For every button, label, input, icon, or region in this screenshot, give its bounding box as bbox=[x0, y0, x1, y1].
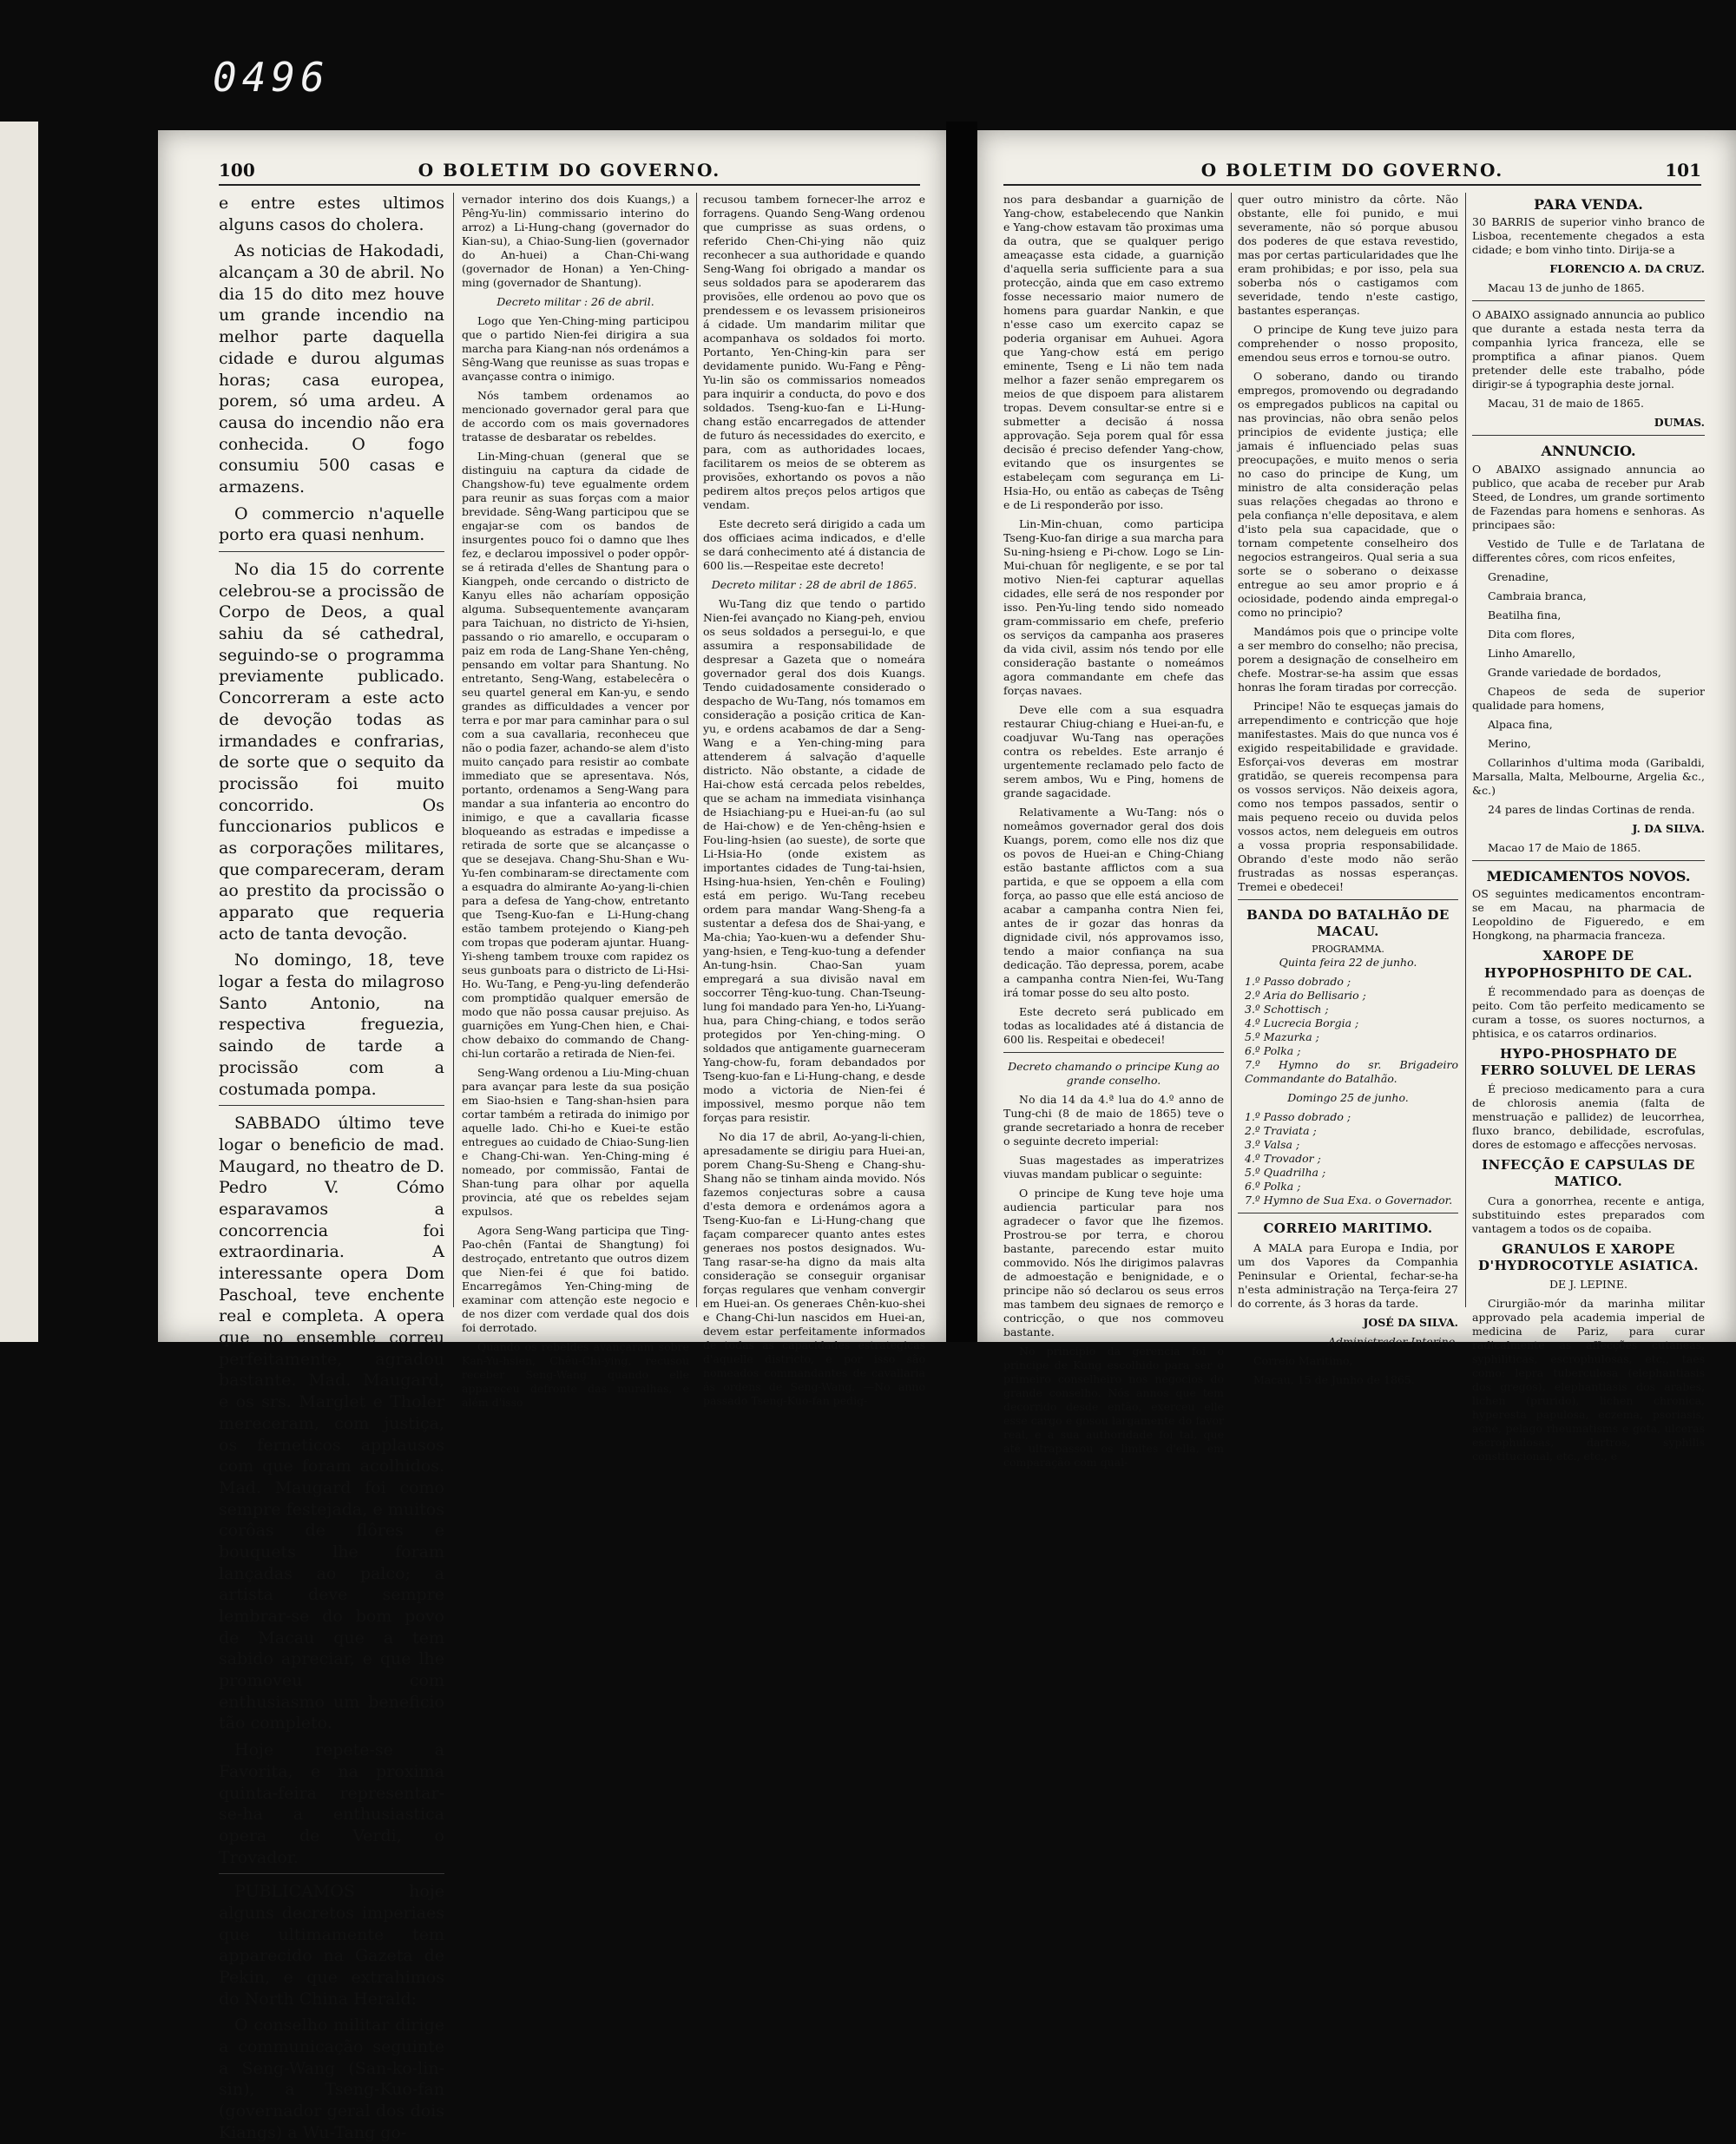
paragraph: O principe de Kung teve juizo para comprehender o nosso proposito, emendou seus erros e tornou-se outro. bbox=[1238, 323, 1458, 364]
paragraph: As noticias de Hakodadi, alcançam a 30 de abril. No dia 15 do dito mez houve um grande incendio na melhor parte daquella cidade e durou algumas horas; casa europea, porem, só uma ardeu. A causa do incendio não era conhecida. O fogo consumiu 500 casas e armazens. bbox=[219, 241, 444, 497]
list-item: 3.º Valsa ; bbox=[1245, 1138, 1300, 1152]
right-column-1 bbox=[1003, 193, 1224, 1469]
left-column-2 bbox=[462, 193, 689, 1409]
paragraph: Este decreto será dirigido a cada um dos officiaes acima indicados, e d'elle se dará conhecimento até á distancia de 600 lis.—Respeitae este decreto! bbox=[703, 517, 925, 572]
signature: JOSÉ DA SILVA. bbox=[1363, 1315, 1458, 1329]
list-item: Vestido de Tulle e de Tarlatana de differentes côres, com ricos enfeites, bbox=[1472, 536, 1705, 564]
microfilm-frame-number: 0496 bbox=[213, 54, 330, 101]
list-item: Collarinhos d'ultima moda (Garibaldi, Marsalla, Malta, Melbourne, Argelia &c., &c.) bbox=[1472, 755, 1705, 797]
product-author: DE J. LEPINE. bbox=[1549, 1277, 1628, 1291]
date-line: Macau, 15 de Junho de 1865. bbox=[1253, 1372, 1415, 1386]
list-item: Dita com flores, bbox=[1488, 627, 1575, 641]
paragraph: SABBADO último teve logar o beneficio de mad. Maugard, no theatro de D. Pedro V. Cómo esparavamos a concorrencia foi extraordinaria. A interessante opera Dom Paschoal, teve enchente real e completa. A opera que no ensemble correu perfeitamente, agradou bastante. Mad. Maugard, e os srs. Marglet e Tholer mereceram, com justiça, os ferneticos applausos com que foram acolhidos. Mad. Maugard foi como sempre festejada, e muitos corôas de flôres e bouquets lhe foram lançadas ao palco; a artista deve sempre lembrar-se do bom povo de Macau que a tem sabido apreciar, e que lhe promoveu com enthusiasmo um beneficio tão completo. bbox=[219, 1114, 444, 1733]
paragraph: O ABAIXO assignado annuncia ao publico que durante a estada nesta terra da companhia lyrica franceza, elle se promptifica a afinar pianos. Quem pretender delle este trabalho, póde dirigir-se á typographia deste jornal. bbox=[1472, 308, 1705, 391]
paragraph: O soberano, dando ou tirando empregos, promovendo ou degradando os empregados publicos na capital ou nas provincias, não obra senão pelos principios de evidente justiça; elle jamais é influenciado pelas suas preocupações, e muito menos o seria no caso do principe de Kung, um ministro de alta consideração pelas suas relações chegadas ao throno e pela confiança n'elle depositava, e alem d'isto pela sua capacidade, que o tornam competente conselheiro dos negocios estrangeiros. Qual seria a sua sorte se o soberano o deixasse entregue ao seu amor proprio e á ociosidade, podendo ainda empregal-o como no principio? bbox=[1238, 370, 1458, 619]
paragraph: Cura a gonorrhea, recente e antiga, substituindo estes preparados com vantagem a todos os de copaiba. bbox=[1472, 1194, 1705, 1235]
paragraph: O conselho militar dirige a communicação seguinte a Seng-Wang (San-ko-lin-sin), a Tseng-Kuo-fan (governador geral dos dois Kiangs) a Wu-Tang go- bbox=[219, 2016, 444, 2142]
paragraph: Deve elle com a sua esquadra restaurar Chiug-chiang e Huei-an-fu, e coadjuvar Wu-Tang nas operações contra os rebeldes. Este arranjo é urgentemente reclamado pelo facto de serem ambos, Wu e Ping, homens de grande sagacidade. bbox=[1003, 703, 1224, 799]
decree-title: Decreto militar : 28 de abril de 1865. bbox=[711, 578, 917, 591]
paragraph: Agora Seng-Wang participa que Ting-Pao-chên (Fantai de Shangtung) foi destroçado, entretanto que outros dizem que Nien-fei é que foi batido. Encarregâmos Yen-Ching-ming de examinar com attenção este negocio e de nos dizer com verdade qual dos dois foi derrotado. bbox=[462, 1224, 689, 1334]
signature: FLORENCIO A. DA CRUZ. bbox=[1549, 262, 1705, 276]
paragraph: O ABAIXO assignado annuncia ao publico, que acaba de receber pur Arab Steed, de Londres, um grande sortimento de Fazendas para homens e senhoras. As principaes são: bbox=[1472, 462, 1705, 531]
paragraph: Cirurgião-mór da marinha militar approvado pela academia imperial de medicina de Pariz, para curar radicalmente as affecções cutaneas, syphiliticas, escrophulosas, etc., taes como: lepra tuberculosa (elephantiasis dos gregos), elephantiasis dos arabes, lichen (prurido), lichen chronica, hyperesta papulosa, eczema, psoriasis, acné, pelago rheumatisms e gota, ulceras escrophulosas, dartros, syphilis constitucional, etc., etc., e bbox=[1472, 1296, 1705, 1463]
divider bbox=[219, 551, 444, 552]
paragraph: Principe! Não te esqueças jamais do arrependimento e contricção que hoje manifestastes. Mais do que nunca vos é exigido respeitabilidade e gravidade. Esforçai-vos deveras em mostrar gratidão, se quereis recompensa para os vossos serviços. Não deixeis agora, como nos tempos passados, sentir o mais pequeno receio ou duvida pelos vossos actos, nem delegueis em outros a vossa propria responsabilidade. Obrando d'este modo não serão frustradas as nossas esperanças. Tremei e obedecei! bbox=[1238, 700, 1458, 893]
column-rule bbox=[453, 193, 454, 1307]
list-item: Grenadine, bbox=[1488, 569, 1549, 583]
left-column-1 bbox=[219, 193, 444, 2142]
list-item: Merino, bbox=[1488, 736, 1531, 750]
list-item: 4.º Lucrecia Borgia ; bbox=[1245, 1016, 1359, 1030]
list-item: 2.º Aria do Bellisario ; bbox=[1245, 989, 1366, 1003]
paragraph: PUBLICAMOS hoje alguns decretos imperiaes que ultimamente tem apparecido na Gazeta de Pekin, e que extrahimos do North China Herald: bbox=[219, 1882, 444, 2009]
paragraph: nos para desbandar a guarnição de Yang-chow, estabelecendo que Nankin e Yang-chow estavam tão proximas uma da outra, que se qualquer perigo ameaçasse esta cidade, a guarnição d'aquella seria sufficiente para a sua protecção, ainda que em caso extremo fosse necessario maior numero de homens para guardar Nankin, e que n'esse caso um exercito capaz se poderia organisar em Auhuei. Agora que Yang-chow está em perigo eminente, Tseng e Li não tem nada melhor a fazer senão empregarem os meios de que dispoem para alistarem tropas. Devem consultar-se entre si e submetter a decisão á nossa approvação. Seja porem qual fôr essa decisão é preciso defender Yang-chow, evitando que os insurgentes se estabeleçam com segurança em Li-Hsia-Ho, ou então as cabeças de Tsêng e de Li responderão por isso. bbox=[1003, 193, 1224, 511]
paragraph: A MALA para Europa e India, por um dos Vapores da Companhia Peninsular e Oriental, fechar-se-ha n'esta administração na Terça-feira 27 do corrente, ás 3 horas da tarde. bbox=[1238, 1240, 1458, 1310]
list-item: Alpaca fina, bbox=[1488, 717, 1553, 731]
divider bbox=[1003, 1052, 1224, 1053]
divider bbox=[219, 1105, 444, 1106]
paragraph: No principio da gerencia foi o principe de Kung escolhido para ser o primeiro conselheiro nos negocios do grande conselho. Nós annos que tem decorrido desde então, exerceu elle esse cargo e gosou largamente do favor real, e a sua authoridade foi tal, que até ultrapassou os limites d'ella, em comparação com qual- bbox=[1003, 1345, 1224, 1469]
column-rule bbox=[696, 193, 697, 1307]
paragraph: Relativamente a Wu-Tang: nós o nomeâmos governador geral dos dois Kuangs, porem, como elle nos diz que os povos de Huei-an e Ching-Chiang estão bastante afflictos com a sua partida, e que se oppoem a ella com força, ao passo que elle está ancioso de acabar a campanha contra Nien fei, antes de ir gozar das honras da dignidade civil, nós approvamos isso, tendo a maior confiança na sua dedicação. Tão depressa, porem, acabe a campanha contra Nien-fei, Wu-Tang irá tomar posse do seu alto posto. bbox=[1003, 806, 1224, 999]
column-rule bbox=[1465, 193, 1466, 1307]
paragraph: vernador interino dos dois Kuangs,) a Pêng-Yu-lin) commissario interino do arroz) a Li-Hung-chang (governador do Kian-su), a Chiao-Sung-lien (governador do An-huei) a Chan-Chi-wang (governador de Honan) a Yen-Ching-ming (governador de Shantung). bbox=[462, 193, 689, 289]
list-item: 3.º Schottisch ; bbox=[1245, 1003, 1329, 1016]
product-title: INFECÇÃO E CAPSULAS DE MATICO. bbox=[1482, 1157, 1695, 1190]
list-item: Grande variedade de bordados, bbox=[1488, 665, 1661, 679]
divider bbox=[1472, 300, 1705, 301]
running-title: O BOLETIM DO GOVERNO. bbox=[418, 160, 721, 181]
page-number: 101 bbox=[1665, 160, 1701, 181]
mail-notice-title: CORREIO MARITIMO. bbox=[1263, 1220, 1433, 1237]
product-title: GRANULOS E XAROPE D'HYDROCOTYLE ASIATICA. bbox=[1478, 1240, 1699, 1273]
paragraph: recusou tambem fornecer-lhe arroz e forragens. Quando Seng-Wang ordenou que cumprisse as suas ordens, o referido Chen-Chi-ying não quiz reconhecer a sua authoridade e quando Seng-Wang foi obrigado a mandar os seus soldados para se apoderarem das provisões, elle ordenou ao povo que os prendessem e os levassem prisioneiros á cidade. Um mandarim militar que acompanhava os soldados foi morto. Portanto, Yen-Ching-kin para ser devidamente punido. Wu-Fang e Pêng-Yu-lin são os commissarios nomeados para inquirir a conducta, do povo e dos soldados. Tseng-kuo-fan e Li-Hung-chang estão encarregados de attender de futuro ás necessidades do exercito, e para, com as authoridades locaes, facilitarem os meios de se obterem as provisões, exhortando os povos a não pedirem altos preços pelos artigos que vendam. bbox=[703, 193, 925, 511]
adjacent-page-edge bbox=[0, 122, 38, 1342]
signature: DUMAS. bbox=[1654, 416, 1705, 430]
list-item: 2.º Traviata ; bbox=[1245, 1124, 1317, 1138]
list-item: 7.º Hymno de Sua Exa. o Governador. bbox=[1245, 1194, 1453, 1207]
page-header bbox=[219, 155, 920, 186]
band-programme-title: BANDA DO BATALHÃO DE MACAU. bbox=[1246, 907, 1450, 940]
divider bbox=[219, 1873, 444, 1874]
paragraph: No dia 17 de abril, Ao-yang-li-chien, apresadamente se dirigiu para Huei-an, porem Chang-Su-Sheng e Chang-shu-Shang não se tinham ainda movido. Nós fazemos conjecturas sobre a causa d'esta demora e ordenámos agora a Tseng-Kuo-fan e Li-Hung-chang que façam comparecer quanto antes estes generaes nos postos designados. Wu-Tang rasar-se-ha digno da mais alta consideração se conseguir organisar forças regulares que venham convergir em Huei-an. Os generaes Chên-kuo-shei e Chang-Chi-lun nascidos em Huei-an, devem estar perfeitamente informados de todas as capacidades estrategicas d'aquelle districto, e por isso são nomeados commandantes de cavallaria ás ordens de Seng-Wang. —No anno passado Tseng-Kuo-fan pedig- bbox=[703, 1130, 925, 1407]
programme-day: Domingo 25 de junho. bbox=[1287, 1091, 1409, 1105]
advertisement-title: ANNUNCIO. bbox=[1541, 443, 1636, 460]
right-column-2 bbox=[1238, 193, 1458, 1386]
paragraph: Logo que Yen-Ching-ming participou que o partido Nien-fei dirigira a sua marcha para Kiang-nan nós ordenámos a Sêng-Wang que reunisse as suas tropas e avançasse contra o inimigo. bbox=[462, 314, 689, 383]
divider bbox=[1472, 860, 1705, 861]
programme-label: PROGRAMMA. bbox=[1312, 944, 1384, 956]
paragraph: No domingo, 18, teve logar a festa do milagroso Santo Antonio, na respectiva freguezia, saindo de tarde a procissão com a costumada pompa. bbox=[219, 950, 444, 1099]
place-line: Correio Maritimo, bbox=[1253, 1353, 1353, 1367]
list-item: 4.º Trovador ; bbox=[1245, 1152, 1321, 1166]
list-item: Chapeos de seda de superior qualidade para homens, bbox=[1472, 684, 1705, 712]
decree-title: Decreto chamando o principe Kung ao grande conselho. bbox=[1008, 1060, 1220, 1087]
paragraph: e entre estes ultimos alguns casos do cholera. bbox=[219, 194, 444, 234]
running-title: O BOLETIM DO GOVERNO. bbox=[1200, 160, 1504, 181]
paragraph: Wu-Tang diz que tendo o partido Nien-fei avançado no Kiang-peh, enviou os seus soldados a persegui-lo, e que assumira a responsabilidade de despresar a Gazeta que o nomeára governador geral dos dois Kuangs. Tendo cuidadosamente considerado o despacho de Wu-Tang, nós tomamos em consideração a posição critica de Kan-yu, e ordens acabamos de dar a Seng-Wang e a Yen-ching-ming para attenderem á salvação d'aquelle districto. Não obstante, a cidade de Hai-chow está cercada pelos rebeldes, que se acham na immediata visinhança de Hsiachiang-pu e Huei-an-fu (ao sul de Hai-chow) e de Yen-chêng-hsien e Fou-ling-hsien (ao sueste), de sorte que Li-Hsia-Ho (onde existem as importantes cidades de Tung-tai-hsien, Hsing-hua-hsien, Yen-chên e Fouling) está em perigo. Wu-Tang recebeu ordem para mandar Wang-Sheng-fa a sustentar a defesa dos de Shai-yang, e Ma-chia; Yao-kuen-wu a defender Shu-yang-hsien, e Teng-kuo-tung a defender An-tung-hsin. Chao-San yuam empregará a sua divisão naval em soccorrer Têng-kuo-tung. Chan-Tseung-lung foi mandado para Yen-ho, Li-Yuang-hua, para Ching-chiang, e todos serão protegidos por Yen-ching-ming. O soldados que antigamente guarneceram Yang-chow-fu, foram debandados por Tseng-kuo-fan e Li-Hung-chang, e desde modo a victoria de Nien-fei é impossivel, mesmo porque não tem forças para resistir. bbox=[703, 597, 925, 1124]
paragraph: É recommendado para as doenças de peito. Com tão perfeito medicamento se curam a tosse, os suores nocturnos, a phtisica, e os catarros ordinarios. bbox=[1472, 984, 1705, 1040]
signature-role: Administrador Interino. bbox=[1328, 1334, 1458, 1348]
list-item: 1.º Passo dobrado ; bbox=[1245, 1110, 1351, 1124]
list-item: 5.º Mazurka ; bbox=[1245, 1030, 1319, 1044]
list-item: 24 pares de lindas Cortinas de renda. bbox=[1488, 802, 1695, 816]
right-column-3 bbox=[1472, 193, 1705, 1463]
date-line: Macau, 31 de maio de 1865. bbox=[1488, 397, 1644, 411]
book-gutter bbox=[946, 122, 977, 1342]
paragraph: Nós tambem ordenamos ao mencionado governador geral para que de accordo com os mais governadores tratasse de desbaratar os rebeldes. bbox=[462, 389, 689, 444]
paragraph: OS seguintes medicamentos encontram-se em Macau, na pharmacia de Leopoldino de Figueredo, e em Hongkong, na pharmacia franceza. bbox=[1472, 887, 1705, 943]
list-item: 1.º Passo dobrado ; bbox=[1245, 975, 1351, 989]
paragraph: 30 BARRIS de superior vinho branco de Lisboa, recentemente chegados a esta cidade; e bom vinho tinto. Dirija-se a bbox=[1472, 215, 1705, 257]
decree-title: Decreto militar : 26 de abril. bbox=[496, 295, 654, 308]
paragraph: Mandámos pois que o principe volte a ser membro do conselho; não precisa, porem a designação de conselheiro em chefe. Mostrar-se-ha assim que essas honras lhe foram tiradas por correcção. bbox=[1238, 625, 1458, 694]
paragraph: Hoje repete-se a Favorita, e na proxima quinta-feira representar-se-ha a enthusiastica opera de Verdi, o Trovador. bbox=[219, 1740, 444, 1867]
paragraph: No dia 15 do corrente celebrou-se a procissão de Corpo de Deos, a qual sahiu da sé cathedral, seguindo-se o programma previamente publicado. Concorreram a este acto de devoção todas as irmandades e confrarias, de sorte que o sequito da procissão foi muito concorrido. Os funccionarios publicos e as corporações militares, que compareceram, deram ao prestito da procissão o apparato que requeria acto de tanta devoção. bbox=[219, 560, 444, 944]
left-page bbox=[158, 130, 946, 2142]
divider bbox=[1238, 899, 1458, 900]
product-title: HYPO-PHOSPHATO DE FERRO SOLUVEL DE LERAS bbox=[1480, 1045, 1697, 1078]
product-title: XAROPE DE HYPOPHOSPHITO DE CAL. bbox=[1483, 948, 1693, 981]
list-item: Linho Amarello, bbox=[1488, 646, 1576, 660]
paragraph: Quando os rebeldes avançaram sobre Kan-Yu-hsien, Chêu-Chi-ying, recusou receber Seng-Wang quando elle appareceu defronte das muralhas, e além d'isso bbox=[462, 1340, 689, 1409]
list-item: Beatilha fina, bbox=[1488, 608, 1562, 621]
list-item: 5.º Quadrilha ; bbox=[1245, 1166, 1326, 1180]
paragraph: Suas magestades as imperatrizes viuvas mandam publicar o seguinte: bbox=[1003, 1154, 1224, 1181]
paragraph: É precioso medicamento para a cura de chlorosis anemia (falta de menstruação e pallidez) de leucorrhea, fluxo branco, debilidade, escrofulas, dores de estomago e affecções nervosas. bbox=[1472, 1082, 1705, 1152]
right-page bbox=[977, 130, 1736, 1469]
signature: J. DA SILVA. bbox=[1632, 821, 1705, 835]
paragraph: O commercio n'aquelle porto era quasi nenhum. bbox=[219, 503, 444, 545]
paragraph: Este decreto será publicado em todas as localidades até á distancia de 600 lis. Respeitai e obedecei! bbox=[1003, 1005, 1224, 1046]
page-number: 100 bbox=[219, 160, 255, 181]
column-rule bbox=[1231, 193, 1232, 1307]
advertisement-title: MEDICAMENTOS NOVOS. bbox=[1486, 867, 1691, 885]
list-item: 6.º Polka ; bbox=[1245, 1044, 1301, 1058]
paragraph: O principe de Kung teve hoje uma audiencia particular para nos agradecer o favor que lhe fizemos. Prostrou-se por terra, e chorou bastante, parecendo estar muito commovido. Nós lhe dirigimos palavras de admoestação e benignidade, e o principe não só declarou os seus erros mas tambem deu signaes de remorço e contricção, o que nos commoveu bastante. bbox=[1003, 1187, 1224, 1338]
divider bbox=[1472, 435, 1705, 436]
paragraph: No dia 14 da 4.ª lua do 4.º anno de Tung-chi (8 de maio de 1865) teve o grande secretariado a honra de receber o seguinte decreto imperial: bbox=[1003, 1093, 1224, 1148]
page-header bbox=[1003, 155, 1701, 186]
programme-list bbox=[1238, 975, 1458, 1086]
left-column-3 bbox=[703, 193, 925, 1407]
date-line: Macao 17 de Maio de 1865. bbox=[1488, 840, 1641, 854]
programme-list bbox=[1238, 1110, 1458, 1207]
list-item: 7.º Hymno do sr. Brigadeiro Commandante do Batalhão. bbox=[1245, 1058, 1458, 1086]
paragraph: Seng-Wang ordenou a Liu-Ming-chuan para avançar para leste da sua posição em Siao-hsien e Tang-shan-hsien para cortar também a retirada do inimigo por aquelle lado. Chi-ho e Kuei-te estão entregues ao cuidado de Chiao-Sung-lien e Chang-Chi-wan. Yen-Ching-ming é nomeado, por commissão, Fantai de Shan-tung para olhar por aquella provincia, até que os rebeldes sejam expulsos. bbox=[462, 1066, 689, 1218]
list-item: Cambraia branca, bbox=[1488, 589, 1587, 602]
paragraph: Lin-Min-chuan, como participa Tseng-Kuo-fan dirige a sua marcha para Su-ning-hsieng e Pi-chow. Logo se Lin-Mui-chuan fôr negligente, e se por tal motivo Nien-fei capturar aquellas cidades, elle será de nos responder por isso. Pen-Yu-ling tendo sido nomeado gram-commissario em chefe, preferio os serviços da campanha aos praseres da vida civil, assim nós tendo por elle consideração bastante o nomeámos agora commandante em chefe das forças navaes. bbox=[1003, 517, 1224, 697]
paragraph: quer outro ministro da côrte. Não obstante, elle foi punido, e mui severamente, não só porque abusou dos poderes de que estava revestido, mas por certas particularidades que lhe eram prohibidas; e por isso, pela sua soberba nós o castigamos com severidade, tendo n'este castigo, bastantes esperanças. bbox=[1238, 193, 1458, 317]
programme-day: Quinta feira 22 de junho. bbox=[1279, 956, 1417, 970]
date-line: Macau 13 de junho de 1865. bbox=[1488, 281, 1645, 295]
list-item: 6.º Polka ; bbox=[1245, 1180, 1301, 1194]
paragraph: Lin-Ming-chuan (general que se distinguiu na captura da cidade de Changshow-fu) teve egualmente ordem para reunir as suas forças com a maior brevidade. Sêng-Wang participou que se engajar-se com os bandos de insurgentes pouco foi o damno que lhes fez, e declarou impossivel o poder oppôr-se á retirada d'elles de Shantung para o Kiangpeh, onde cercando o districto de Kanyu elles não acharíam opposição alguma. Subsequentemente avançaram para Taichuan, no districto de Yi-hsien, passando o rio amarello, e occuparam o paiz em roda de Lang-Shane Yen-chêng, pensando em voltar para Shantung. No entretanto, Seng-Wang, estabelecêra o seu quartel general em Kan-yu, e sendo grandes as difficuldades a vencer por terra e por mar para caminhar para o sul com a sua cavallaria, reconheceu que não o podia fazer, achando-se alem d'isto muito cançado para resistir ao combate immediato que se apresentava. Nós, portanto, ordenamos a Seng-Wang para mandar a sua infanteria ao encontro do inimigo, e que a cavallaria ficasse bloqueando as estradas e impedisse a retirada de sorte que se alcançasse o que se desejava. Chang-Shu-Shan e Wu-Yu-fen combinaram-se directamente com a esquadra do almirante Ao-yang-li-chien para a defesa de Yang-chow, entretanto que Tseng-Kuo-fan e Li-Hung-chang estão tambem protejendo o Kiang-peh com tropas que poderam ajuntar. Huang-Yi-sheng tambem trouxe com rapidez os seus gunboats para o districto de Li-Hsi-Ho. Wu-Tang, e Peng-yu-ling defenderão com promptidão qualquer emersão de modo que não possa causar prejuiso. As guarnições em Yung-Chen hien, e Chai-chow debaixo do commando de Chang-chi-lun cortarão a retirada de Nien-fei. bbox=[462, 450, 689, 1060]
advertisement-title: PARA VENDA. bbox=[1534, 196, 1643, 213]
